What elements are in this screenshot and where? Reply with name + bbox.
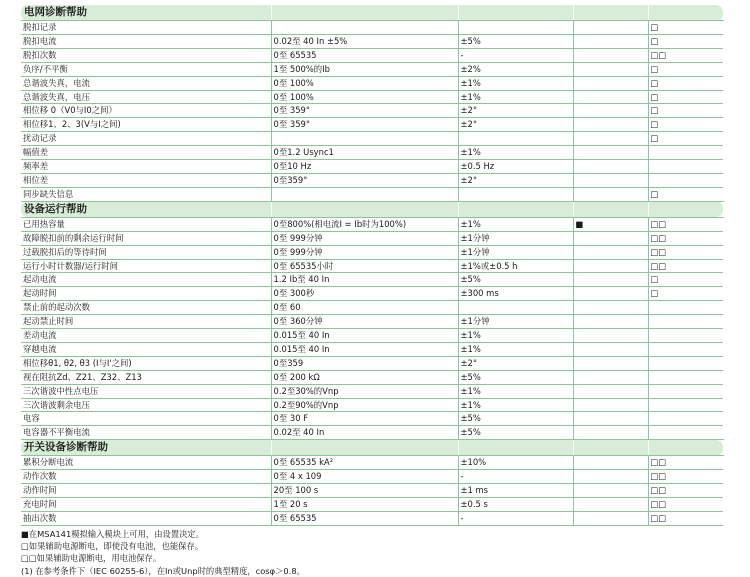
measurement-range: 0至359 <box>271 356 458 370</box>
measurement-range: 0.02至 40 In ±5% <box>271 34 458 48</box>
accuracy: ±300 ms <box>458 287 573 301</box>
measurement-range: 20至 100 s <box>271 484 458 498</box>
availability-marker <box>573 342 648 356</box>
accuracy: ±1%或±0.5 h <box>458 259 573 273</box>
accuracy <box>458 301 573 315</box>
measurement-range <box>271 187 458 201</box>
table-row <box>21 173 723 187</box>
section-header-cell <box>648 5 723 21</box>
table-row <box>21 34 723 48</box>
save-marker <box>648 426 723 440</box>
save-marker: □ <box>648 62 723 76</box>
accuracy: - <box>458 511 573 525</box>
availability-marker <box>573 21 648 35</box>
function-name: 相位移 0（V0与I0之间） <box>21 104 271 118</box>
measurement-range: 0至 359° <box>271 104 458 118</box>
measurement-range: 0至 359° <box>271 118 458 132</box>
accuracy: ±1% <box>458 217 573 231</box>
availability-marker <box>573 456 648 470</box>
save-marker: □ <box>648 287 723 301</box>
footnotes <box>21 528 723 577</box>
save-marker: □□ <box>648 470 723 484</box>
function-name: 三次谐波剩余电压 <box>21 398 271 412</box>
measurement-range: 0至1.2 Usync1 <box>271 146 458 160</box>
table-row <box>21 315 723 329</box>
measurement-range: 1至 20 s <box>271 498 458 512</box>
table-row <box>21 484 723 498</box>
function-name: 禁止前的起动次数 <box>21 301 271 315</box>
accuracy: ±1分钟 <box>458 245 573 259</box>
section-header-cell <box>271 440 458 456</box>
section-header-cell <box>271 5 458 21</box>
measurement-range: 0.2至30%的Vnp <box>271 384 458 398</box>
measurement-range: 0.2至90%的Vnp <box>271 398 458 412</box>
availability-marker <box>573 315 648 329</box>
availability-marker <box>573 287 648 301</box>
table-row <box>21 245 723 259</box>
save-marker: □ <box>648 104 723 118</box>
footnote: (1) 在参考条件下（IEC 60255-6），在In或Unp时的典型精度，cosφ＞0.8。 <box>21 565 305 576</box>
save-marker: □ <box>648 34 723 48</box>
footnote: ■在MSA141模拟输入模块上可用，由设置决定。 <box>21 528 204 539</box>
measurement-range: 0至 100% <box>271 90 458 104</box>
function-name: 脱扣次数 <box>21 48 271 62</box>
availability-marker <box>573 132 648 146</box>
function-name: 电容 <box>21 412 271 426</box>
save-marker: □□ <box>648 245 723 259</box>
measurement-range <box>271 21 458 35</box>
function-name: 穿越电流 <box>21 342 271 356</box>
section-header-cell <box>573 201 648 217</box>
spec-table-container <box>21 5 723 577</box>
table-row <box>21 342 723 356</box>
availability-marker <box>573 118 648 132</box>
measurement-range: 0至800%(相电流I = Ib时为100%) <box>271 217 458 231</box>
section-header <box>21 201 723 217</box>
section-header-cell <box>271 201 458 217</box>
function-name: 抽出次数 <box>21 511 271 525</box>
accuracy <box>458 187 573 201</box>
footnote: □□如果辅助电源断电，用电池保存。 <box>21 553 162 564</box>
table-row <box>21 160 723 174</box>
measurement-range: 0.02至 40 In <box>271 426 458 440</box>
accuracy <box>458 21 573 35</box>
save-marker: □□ <box>648 498 723 512</box>
function-name: 总谐波失真，电流 <box>21 76 271 90</box>
function-name: 脱扣记录 <box>21 21 271 35</box>
measurement-range: 0.015至 40 In <box>271 342 458 356</box>
accuracy: ±0.5 Hz <box>458 160 573 174</box>
save-marker: □□ <box>648 217 723 231</box>
accuracy: ±1分钟 <box>458 315 573 329</box>
accuracy: ±1 ms <box>458 484 573 498</box>
function-name: 故障脱扣前的剩余运行时间 <box>21 231 271 245</box>
function-name: 负序/不平衡 <box>21 62 271 76</box>
accuracy: ±2% <box>458 62 573 76</box>
function-name: 起动禁止时间 <box>21 315 271 329</box>
function-name: 运行小时计数器/运行时间 <box>21 259 271 273</box>
spec-table <box>21 5 724 526</box>
accuracy: ±5% <box>458 34 573 48</box>
section-header-cell <box>458 440 573 456</box>
measurement-range: 0至 30 F <box>271 412 458 426</box>
availability-marker <box>573 187 648 201</box>
function-name: 电容器不平衡电流 <box>21 426 271 440</box>
save-marker: □ <box>648 90 723 104</box>
function-name: 相位差 <box>21 173 271 187</box>
save-marker: □□ <box>648 231 723 245</box>
availability-marker <box>573 146 648 160</box>
table-row <box>21 21 723 35</box>
accuracy: ±1% <box>458 398 573 412</box>
availability-marker <box>573 356 648 370</box>
table-row <box>21 259 723 273</box>
accuracy: ±1% <box>458 76 573 90</box>
accuracy: ±5% <box>458 370 573 384</box>
function-name: 三次谐波中性点电压 <box>21 384 271 398</box>
measurement-range: 1.2 Ib至 40 In <box>271 273 458 287</box>
availability-marker <box>573 231 648 245</box>
save-marker <box>648 356 723 370</box>
availability-marker <box>573 90 648 104</box>
accuracy: ±5% <box>458 412 573 426</box>
availability-marker <box>573 259 648 273</box>
save-marker <box>648 342 723 356</box>
availability-marker <box>573 384 648 398</box>
section-header <box>21 440 723 456</box>
accuracy <box>458 132 573 146</box>
table-row <box>21 412 723 426</box>
accuracy: ±1分钟 <box>458 231 573 245</box>
measurement-range: 0.015至 40 In <box>271 329 458 343</box>
save-marker <box>648 146 723 160</box>
function-name: 总谐波失真，电压 <box>21 90 271 104</box>
measurement-range: 0至 999分钟 <box>271 231 458 245</box>
measurement-range: 0至 200 kΩ <box>271 370 458 384</box>
save-marker: □□ <box>648 456 723 470</box>
availability-marker <box>573 62 648 76</box>
table-row <box>21 456 723 470</box>
function-name: 起动电流 <box>21 273 271 287</box>
measurement-range <box>271 132 458 146</box>
save-marker <box>648 412 723 426</box>
table-row <box>21 104 723 118</box>
availability-marker <box>573 484 648 498</box>
availability-marker <box>573 104 648 118</box>
availability-marker <box>573 245 648 259</box>
save-marker: □□ <box>648 484 723 498</box>
table-row <box>21 287 723 301</box>
availability-marker <box>573 398 648 412</box>
save-marker <box>648 384 723 398</box>
table-row <box>21 231 723 245</box>
save-marker: □□ <box>648 511 723 525</box>
table-row <box>21 301 723 315</box>
measurement-range: 1至 500%的Ib <box>271 62 458 76</box>
accuracy: ±2° <box>458 356 573 370</box>
section-header-cell <box>573 440 648 456</box>
table-row <box>21 90 723 104</box>
accuracy: ±10% <box>458 456 573 470</box>
accuracy: ±2° <box>458 104 573 118</box>
availability-marker <box>573 370 648 384</box>
availability-marker <box>573 301 648 315</box>
table-row <box>21 48 723 62</box>
function-name: 相位移θ1, θ2, θ3 (I与I'之间) <box>21 356 271 370</box>
function-name: 充电时间 <box>21 498 271 512</box>
table-row <box>21 76 723 90</box>
save-marker <box>648 315 723 329</box>
table-row <box>21 132 723 146</box>
availability-marker <box>573 426 648 440</box>
measurement-range: 0至 65535 <box>271 48 458 62</box>
function-name: 过载脱扣后的等待时间 <box>21 245 271 259</box>
section-header-cell <box>648 440 723 456</box>
table-row <box>21 146 723 160</box>
measurement-range: 0至 65535小时 <box>271 259 458 273</box>
save-marker <box>648 301 723 315</box>
section-title: 设备运行帮助 <box>21 201 271 217</box>
measurement-range: 0至359° <box>271 173 458 187</box>
function-name: 幅值差 <box>21 146 271 160</box>
function-name: 起动时间 <box>21 287 271 301</box>
function-name: 同步缺失信息 <box>21 187 271 201</box>
save-marker: □ <box>648 76 723 90</box>
availability-marker <box>573 76 648 90</box>
availability-marker <box>573 48 648 62</box>
availability-marker: ■ <box>573 217 648 231</box>
section-title: 电网诊断帮助 <box>21 5 271 21</box>
accuracy: - <box>458 470 573 484</box>
section-header-cell <box>458 5 573 21</box>
availability-marker <box>573 511 648 525</box>
measurement-range: 0至 360分钟 <box>271 315 458 329</box>
table-row <box>21 273 723 287</box>
section-header-cell <box>648 201 723 217</box>
save-marker: □ <box>648 21 723 35</box>
table-row <box>21 426 723 440</box>
footnote: □如果辅助电源断电，即使没有电池，也能保存。 <box>21 541 204 552</box>
save-marker <box>648 398 723 412</box>
save-marker <box>648 370 723 384</box>
function-name: 动作次数 <box>21 470 271 484</box>
save-marker: □□ <box>648 259 723 273</box>
save-marker: □ <box>648 132 723 146</box>
table-row <box>21 62 723 76</box>
function-name: 差动电流 <box>21 329 271 343</box>
availability-marker <box>573 34 648 48</box>
availability-marker <box>573 498 648 512</box>
accuracy: ±1% <box>458 329 573 343</box>
table-row <box>21 329 723 343</box>
section-title: 开关设备诊断帮助 <box>21 440 271 456</box>
function-name: 视在阻抗Zd、Z21、Z32、Z13 <box>21 370 271 384</box>
section-header-cell <box>573 5 648 21</box>
accuracy: ±1% <box>458 146 573 160</box>
function-name: 累积分断电流 <box>21 456 271 470</box>
save-marker: □ <box>648 273 723 287</box>
section-header-cell <box>458 201 573 217</box>
table-row <box>21 398 723 412</box>
availability-marker <box>573 160 648 174</box>
availability-marker <box>573 173 648 187</box>
function-name: 脱扣电流 <box>21 34 271 48</box>
function-name: 动作时间 <box>21 484 271 498</box>
table-row <box>21 384 723 398</box>
measurement-range: 0至 100% <box>271 76 458 90</box>
measurement-range: 0至 65535 kA² <box>271 456 458 470</box>
function-name: 扰动记录 <box>21 132 271 146</box>
accuracy: ±2° <box>458 118 573 132</box>
measurement-range: 0至 4 x 109 <box>271 470 458 484</box>
measurement-range: 0至10 Hz <box>271 160 458 174</box>
save-marker <box>648 160 723 174</box>
table-row <box>21 370 723 384</box>
table-row <box>21 498 723 512</box>
availability-marker <box>573 412 648 426</box>
save-marker: □□ <box>648 48 723 62</box>
table-row <box>21 470 723 484</box>
measurement-range: 0至 65535 <box>271 511 458 525</box>
function-name: 已用热容量 <box>21 217 271 231</box>
accuracy: ±5% <box>458 273 573 287</box>
save-marker <box>648 329 723 343</box>
accuracy: ±1% <box>458 342 573 356</box>
function-name: 相位移1、2、3(V与I之间) <box>21 118 271 132</box>
save-marker <box>648 173 723 187</box>
measurement-range: 0至 300秒 <box>271 287 458 301</box>
accuracy: ±0.5 s <box>458 498 573 512</box>
accuracy: ±5% <box>458 426 573 440</box>
availability-marker <box>573 470 648 484</box>
save-marker: □ <box>648 187 723 201</box>
availability-marker <box>573 273 648 287</box>
table-row <box>21 187 723 201</box>
function-name: 频率差 <box>21 160 271 174</box>
table-row <box>21 118 723 132</box>
measurement-range: 0至 999分钟 <box>271 245 458 259</box>
section-header <box>21 5 723 21</box>
accuracy: ±1% <box>458 384 573 398</box>
accuracy: ±1% <box>458 90 573 104</box>
table-row <box>21 356 723 370</box>
save-marker: □ <box>648 118 723 132</box>
availability-marker <box>573 329 648 343</box>
table-row <box>21 217 723 231</box>
accuracy: - <box>458 48 573 62</box>
table-row <box>21 511 723 525</box>
measurement-range: 0至 60 <box>271 301 458 315</box>
accuracy: ±2° <box>458 173 573 187</box>
